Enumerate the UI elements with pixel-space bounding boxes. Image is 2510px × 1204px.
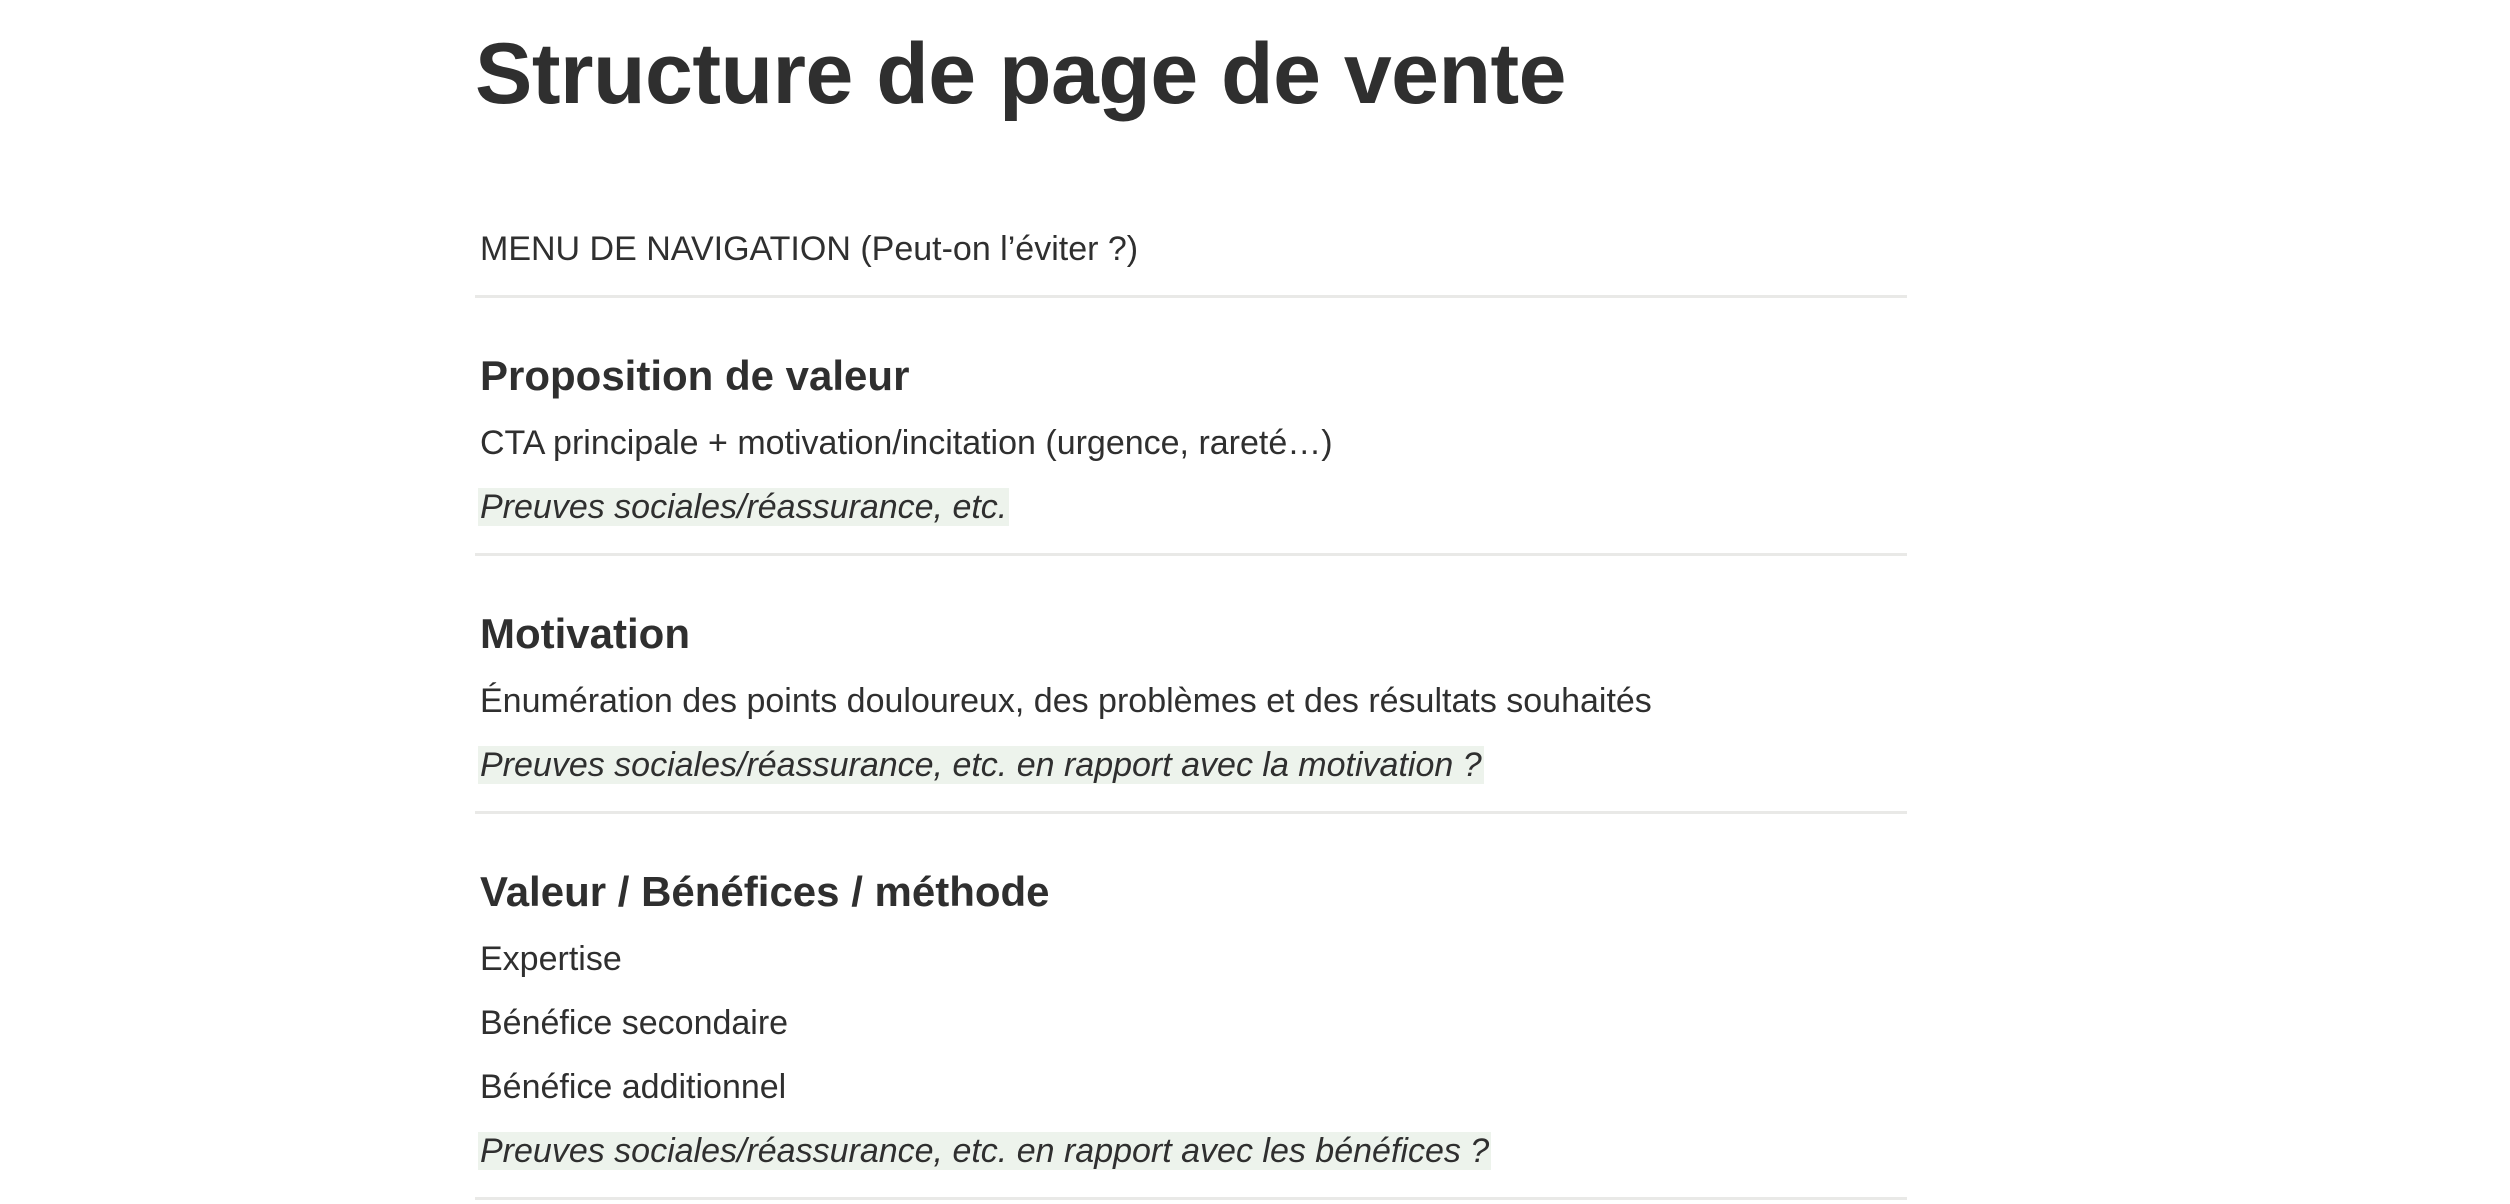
section-line[interactable]: Bénéfice additionnel <box>480 1068 787 1106</box>
divider <box>475 295 1907 298</box>
divider <box>475 811 1907 814</box>
highlighted-italic-text: Preuves sociales/réassurance, etc. en rapport avec la motivation ? <box>480 746 1482 784</box>
highlighted-italic-text: Preuves sociales/réassurance, etc. en rapport avec les bénéfices ? <box>480 1132 1490 1170</box>
section-heading-motivation[interactable]: Motivation <box>480 610 690 657</box>
section-line[interactable]: Énumération des points douloureux, des problèmes et des résultats souhaités <box>480 682 1652 720</box>
divider <box>475 553 1907 556</box>
section-heading-valeur[interactable]: Valeur / Bénéfices / méthode <box>480 868 1050 915</box>
page-title[interactable]: Structure de page de vente <box>475 26 1566 122</box>
highlighted-italic-text: Preuves sociales/réassurance, etc. <box>480 488 1008 526</box>
divider <box>475 1197 1907 1200</box>
nav-menu-line[interactable]: MENU DE NAVIGATION (Peut-on l’éviter ?) <box>480 230 1139 268</box>
section-proof-line[interactable] <box>480 742 1484 788</box>
section-proof-line[interactable] <box>480 484 1009 530</box>
section-line[interactable]: CTA principale + motivation/incitation (urgence, rareté…) <box>480 424 1333 462</box>
section-line[interactable]: Bénéfice secondaire <box>480 1004 789 1042</box>
section-line[interactable]: Expertise <box>480 940 622 978</box>
section-proof-line[interactable] <box>480 1128 1491 1174</box>
section-heading-proposition[interactable]: Proposition de valeur <box>480 352 910 399</box>
